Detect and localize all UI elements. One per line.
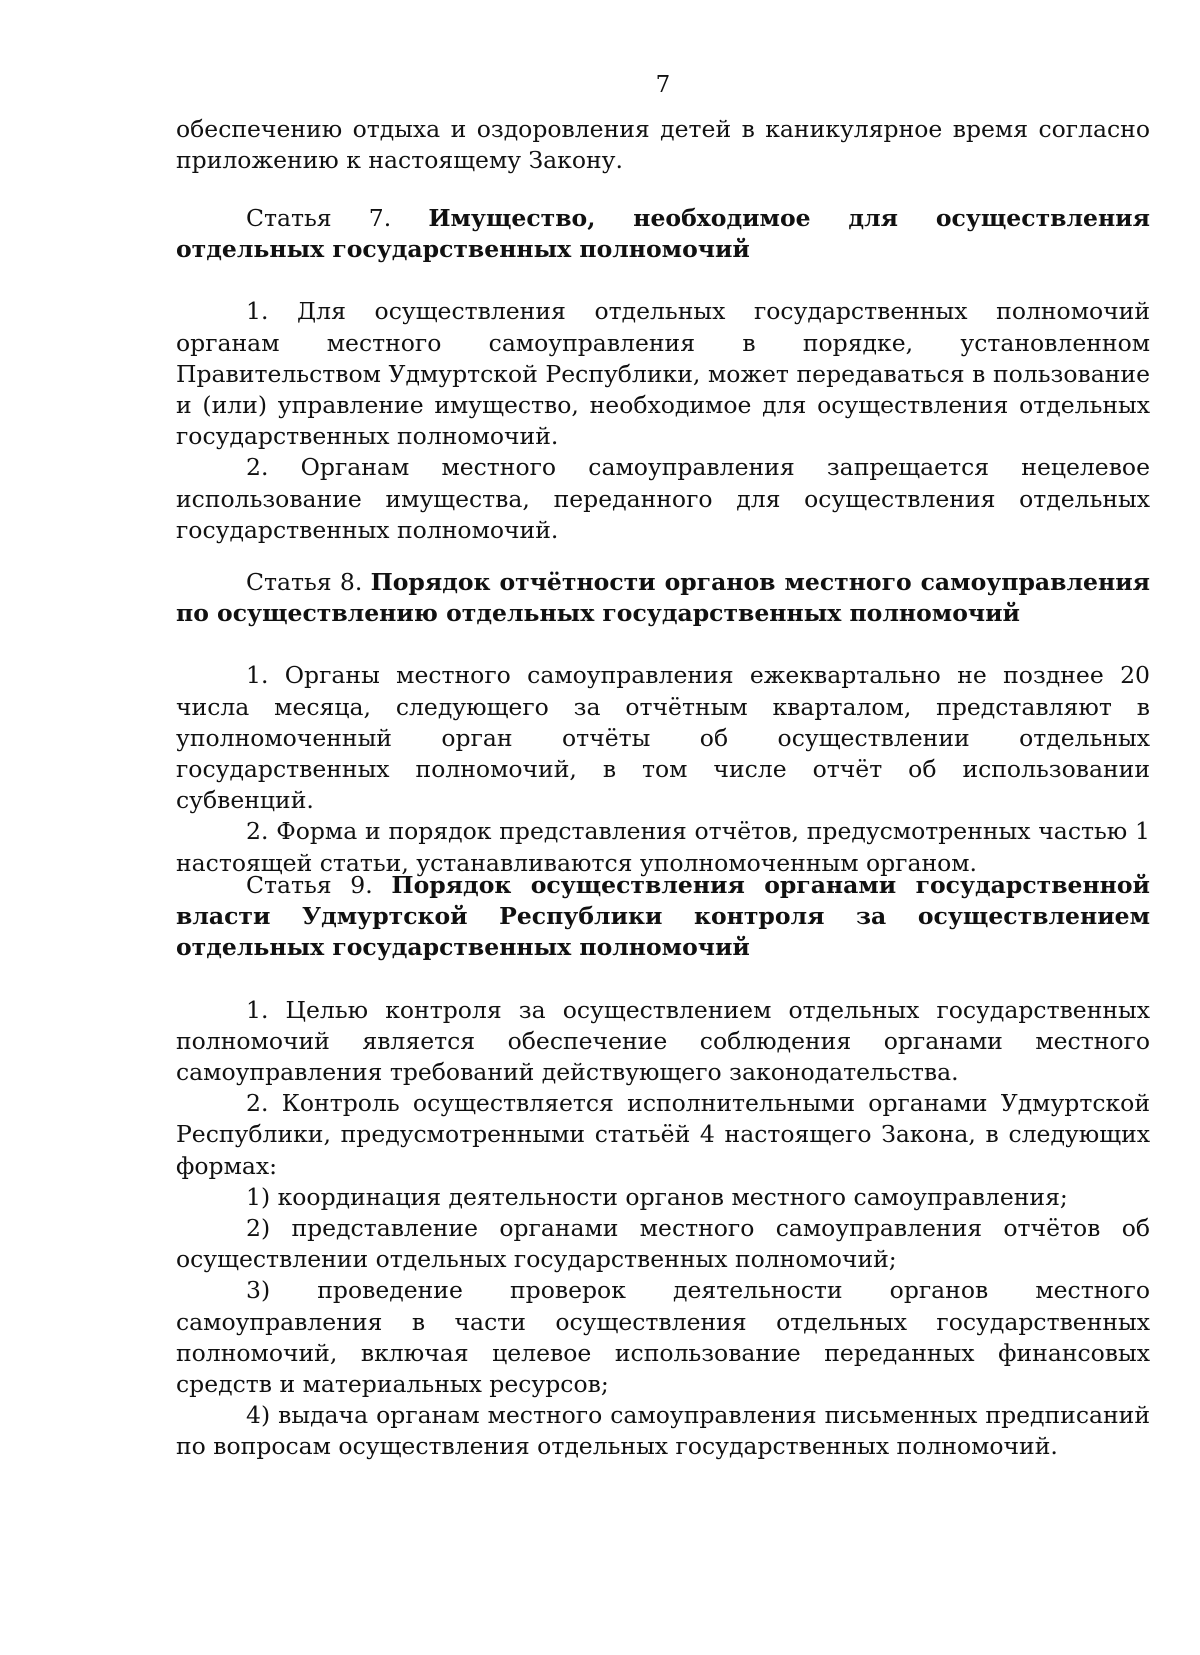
list-item: 4) выдача органам местного самоуправления письменных предписаний по вопросам осуществления отдельных государственных полномочий. [176, 1401, 1150, 1461]
article-9-heading [176, 870, 1150, 964]
article-7-label: Статья 7. [246, 204, 392, 232]
list-item: 2) представление органами местного самоуправления отчётов об осуществлении отдельных государственных полномочий; [176, 1214, 1150, 1274]
article-9-paragraph-1: 1. Целью контроля за осуществлением отдельных государственных полномочий является обеспечение соблюдения органами местного самоуправления требований действующего законодательства. [176, 995, 1150, 1087]
intro-paragraph: обеспечению отдыха и оздоровления детей в каникулярное время согласно приложению к настоящему Закону. [176, 115, 1150, 175]
article-7-title: Имущество, необходимое для осуществления отдельных государственных полномочий [176, 204, 1150, 264]
intro-section [176, 114, 1150, 176]
article-7-paragraph-1: 1. Для осуществления отдельных государственных полномочий органам местного самоуправления в порядке, установленном Правительством Удмуртской Республики, может передаваться в пользование и (или) управление имущество, необходимое для осуществления отдельных государственных полномочий. [176, 297, 1150, 451]
list-item: 1) координация деятельности органов местного самоуправления; [246, 1182, 1068, 1211]
list-item: 3) проведение проверок деятельности органов местного самоуправления в части осуществления отдельных государственных полномочий, включая целевое использование переданных финансовых средств и материальных ресурсов; [176, 1276, 1150, 1399]
article-9-paragraph-2: 2. Контроль осуществляется исполнительными органами Удмуртской Республики, предусмотренными статьёй 4 настоящего Закона, в следующих формах: [176, 1089, 1150, 1180]
article-7 [176, 203, 1150, 546]
article-8-title: Порядок отчётности органов местного самоуправления по осуществлению отдельных государственных полномочий [176, 568, 1150, 628]
article-8-paragraph-2: 2. Форма и порядок представления отчётов, предусмотренных частью 1 настоящей статьи, устанавливаются уполномоченным органом. [176, 817, 1150, 877]
article-8 [176, 567, 1150, 879]
article-8-label: Статья 8. [246, 568, 363, 596]
article-9-label: Статья 9. [246, 871, 373, 899]
article-7-heading [176, 203, 1150, 265]
article-8-heading [176, 567, 1150, 629]
article-8-paragraph-1: 1. Органы местного самоуправления ежеквартально не позднее 20 числа месяца, следующего за отчётным кварталом, представляют в уполномоченный орган отчёты об осуществлении отдельных государственных полномочий, в том числе отчёт об использовании субвенций. [176, 661, 1150, 815]
page-number: 7 [655, 72, 671, 98]
article-7-paragraph-2: 2. Органам местного самоуправления запрещается нецелевое использование имущества, переданного для осуществления отдельных государственных полномочий. [176, 453, 1150, 544]
article-9-title: Порядок осуществления органами государственной власти Удмуртской Республики контроля за осуществлением отдельных государственных полномочий [176, 871, 1150, 962]
article-9 [176, 870, 1150, 1463]
